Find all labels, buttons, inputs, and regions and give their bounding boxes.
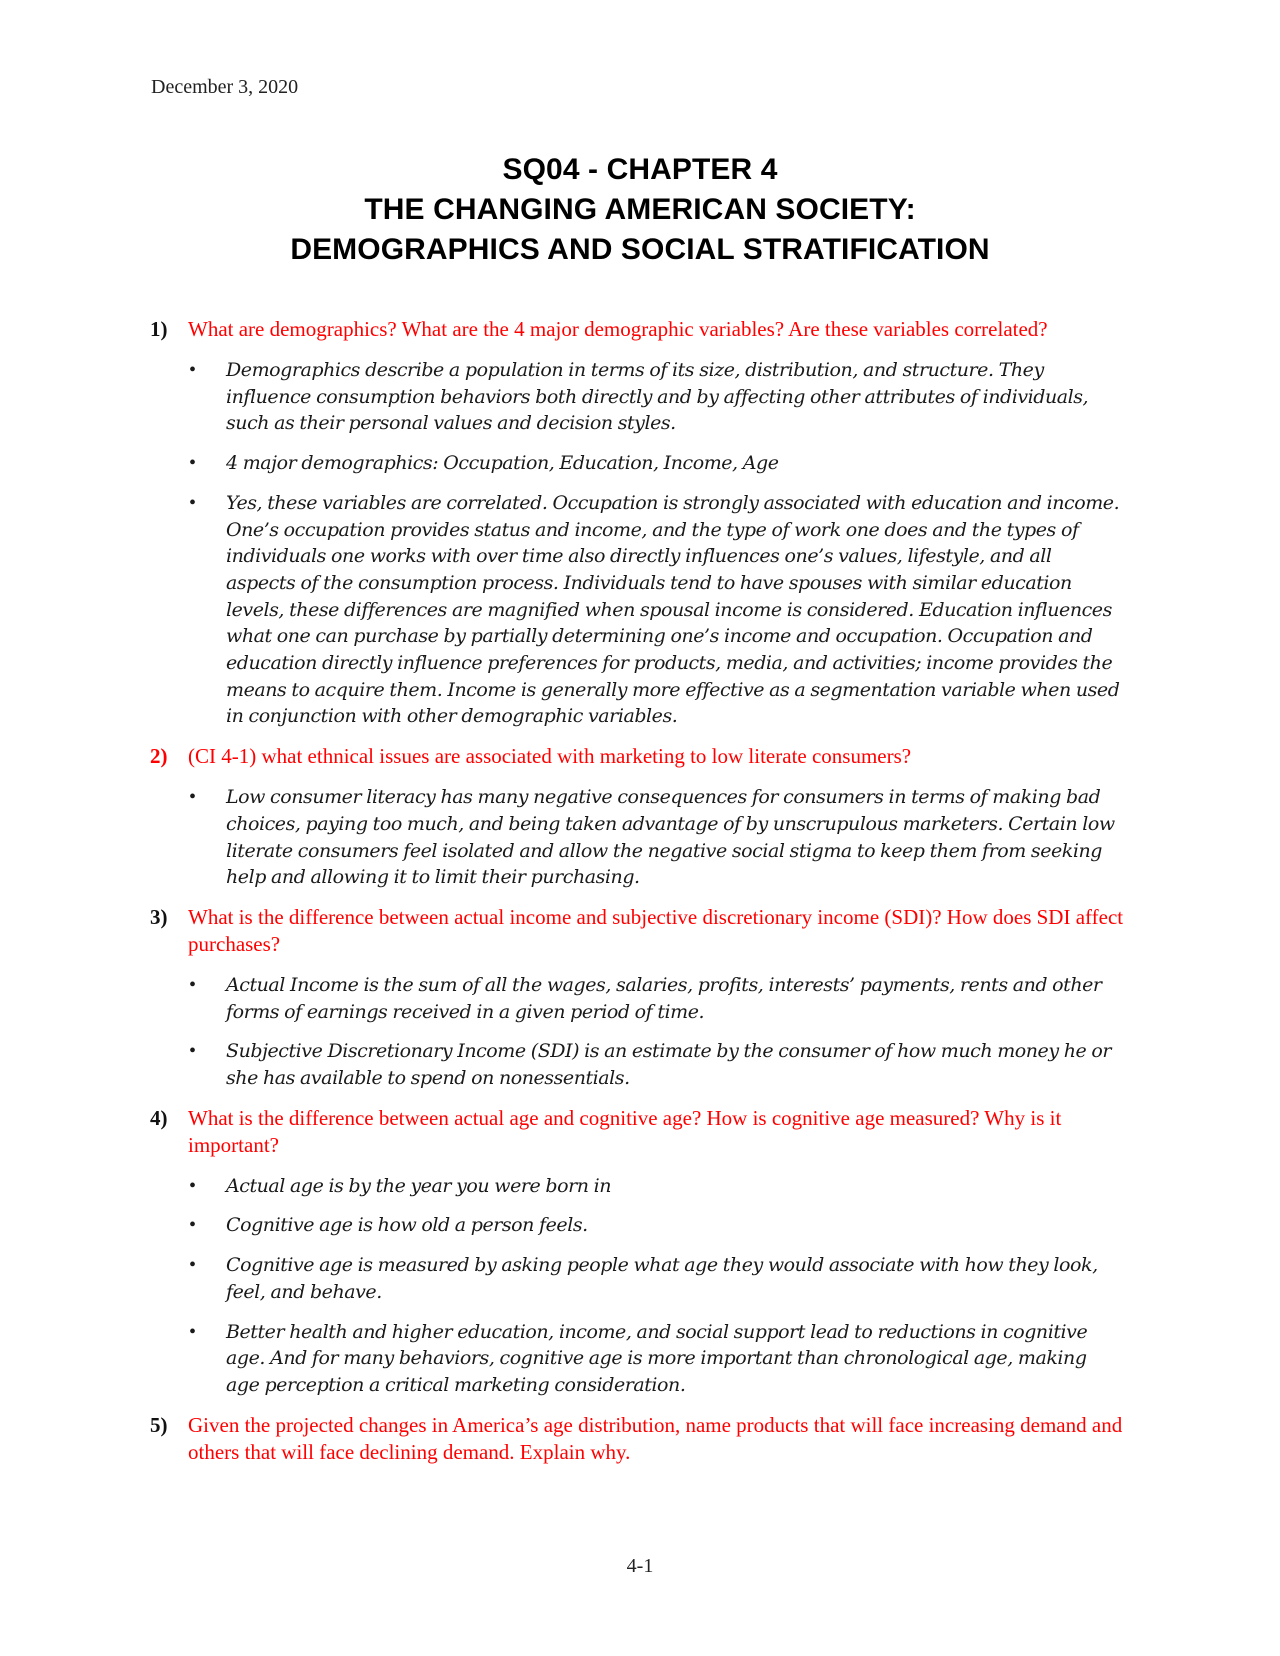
- answer-text: Low consumer literacy has many negative consequences for consumers in terms of making bad choices, paying too much, and being taken advantage of by unscrupulous marketers. Certain low literate consumers feel isolated and allow the negative social stigma to keep them from seeking help and allowing it to limit their purchasing.: [226, 786, 1115, 889]
- question-number: 2): [150, 744, 168, 769]
- question-4: [150, 1105, 1130, 1159]
- bullet-icon: •: [189, 1214, 196, 1237]
- page-number: 4-1: [626, 1555, 654, 1577]
- question-5: [150, 1412, 1130, 1466]
- answer-text: Actual Income is the sum of all the wages, salaries, profits, interests’ payments, rents and other forms of earnings received in a given period of time.: [226, 973, 1102, 1023]
- title-line-1: SQ04 - CHAPTER 4: [502, 153, 778, 186]
- answer-list-3: [150, 972, 1130, 1092]
- title-line-2: THE CHANGING AMERICAN SOCIETY:: [364, 193, 916, 226]
- question-text: What are demographics? What are the 4 major demographic variables? Are these variables correlated?: [188, 317, 1048, 341]
- question-number: 5): [150, 1412, 168, 1437]
- document-date: December 3, 2020: [151, 76, 299, 98]
- answer-item: [150, 1252, 1130, 1305]
- question-3: [150, 904, 1130, 958]
- answer-item: [150, 784, 1130, 891]
- bullet-icon: •: [189, 786, 196, 809]
- question-1: [150, 316, 1130, 343]
- bullet-icon: •: [189, 491, 196, 514]
- question-number: 3): [150, 904, 168, 929]
- bullet-icon: •: [189, 359, 196, 381]
- question-text: (CI 4-1) what ethnical issues are associated with marketing to low literate consumers?: [188, 744, 912, 769]
- bullet-icon: •: [189, 1254, 196, 1277]
- question-text: What is the difference between actual income and subjective discretionary income (SDI)? How does SDI affect purchases?: [188, 904, 1124, 956]
- answer-item: [150, 357, 1130, 437]
- bullet-icon: •: [189, 1320, 196, 1343]
- question-number: 4): [150, 1105, 168, 1130]
- answer-item: [150, 1173, 1130, 1200]
- question-text: What is the difference between actual age and cognitive age? How is cognitive age measured? Why is it important?: [188, 1105, 1062, 1157]
- question-number: 1): [150, 317, 168, 341]
- answer-text: Subjective Discretionary Income (SDI) is an estimate by the consumer of how much money he or she has available to spend on nonessentials.: [226, 1040, 1111, 1090]
- answer-text: Cognitive age is how old a person feels.: [226, 1214, 588, 1237]
- answer-item: [150, 972, 1130, 1025]
- question-text: Given the projected changes in America’s age distribution, name products that will face increasing demand and others that will face declining demand. Explain why.: [188, 1412, 1123, 1464]
- answer-list-1: [150, 357, 1130, 730]
- question-list: [150, 316, 1130, 1480]
- answer-text: Yes, these variables are correlated. Occupation is strongly associated with education and income. One’s occupation provides status and income, and the type of work one does and the types of individuals one works with over time also directly influences one’s values, lifestyle, and all aspects of the consumption process. Individuals tend to have spouses with similar education levels, these differences are magnified when spousal income is considered. Education influences what one can purchase by partially determining one’s income and occupation. Occupation and education directly influence preferences for products, media, and activities; income provides the means to acquire them. Income is generally more effective as a segmentation variable when used in conjunction with other demographic variables.: [226, 491, 1120, 728]
- answer-list-2: [150, 784, 1130, 891]
- answer-list-4: [150, 1173, 1130, 1399]
- question-2: [150, 743, 1130, 770]
- answer-item: [150, 1038, 1130, 1091]
- answer-item: [150, 450, 1130, 477]
- page-title: [0, 150, 1280, 270]
- answer-text: Demographics describe a population in terms of its size, distribution, and structure. They influence consumption behaviors both directly and by affecting other attributes of individuals, such as their personal values and decision styles.: [226, 359, 1089, 435]
- bullet-icon: •: [189, 1174, 196, 1197]
- answer-item: [150, 490, 1130, 730]
- bullet-icon: •: [189, 452, 196, 475]
- answer-text: Better health and higher education, income, and social support lead to reductions in cognitive age. And for many behaviors, cognitive age is more important than chronological age, making age perception a critical marketing consideration.: [226, 1320, 1088, 1396]
- answer-item: [150, 1212, 1130, 1239]
- answer-item: [150, 1319, 1130, 1399]
- title-line-3: DEMOGRAPHICS AND SOCIAL STRATIFICATION: [290, 233, 990, 266]
- answer-text: Actual age is by the year you were born in: [226, 1174, 612, 1197]
- answer-text: 4 major demographics: Occupation, Education, Income, Age: [226, 452, 779, 475]
- answer-text: Cognitive age is measured by asking people what age they would associate with how they look, feel, and behave.: [226, 1254, 1098, 1303]
- bullet-icon: •: [189, 1040, 196, 1063]
- bullet-icon: •: [189, 973, 196, 996]
